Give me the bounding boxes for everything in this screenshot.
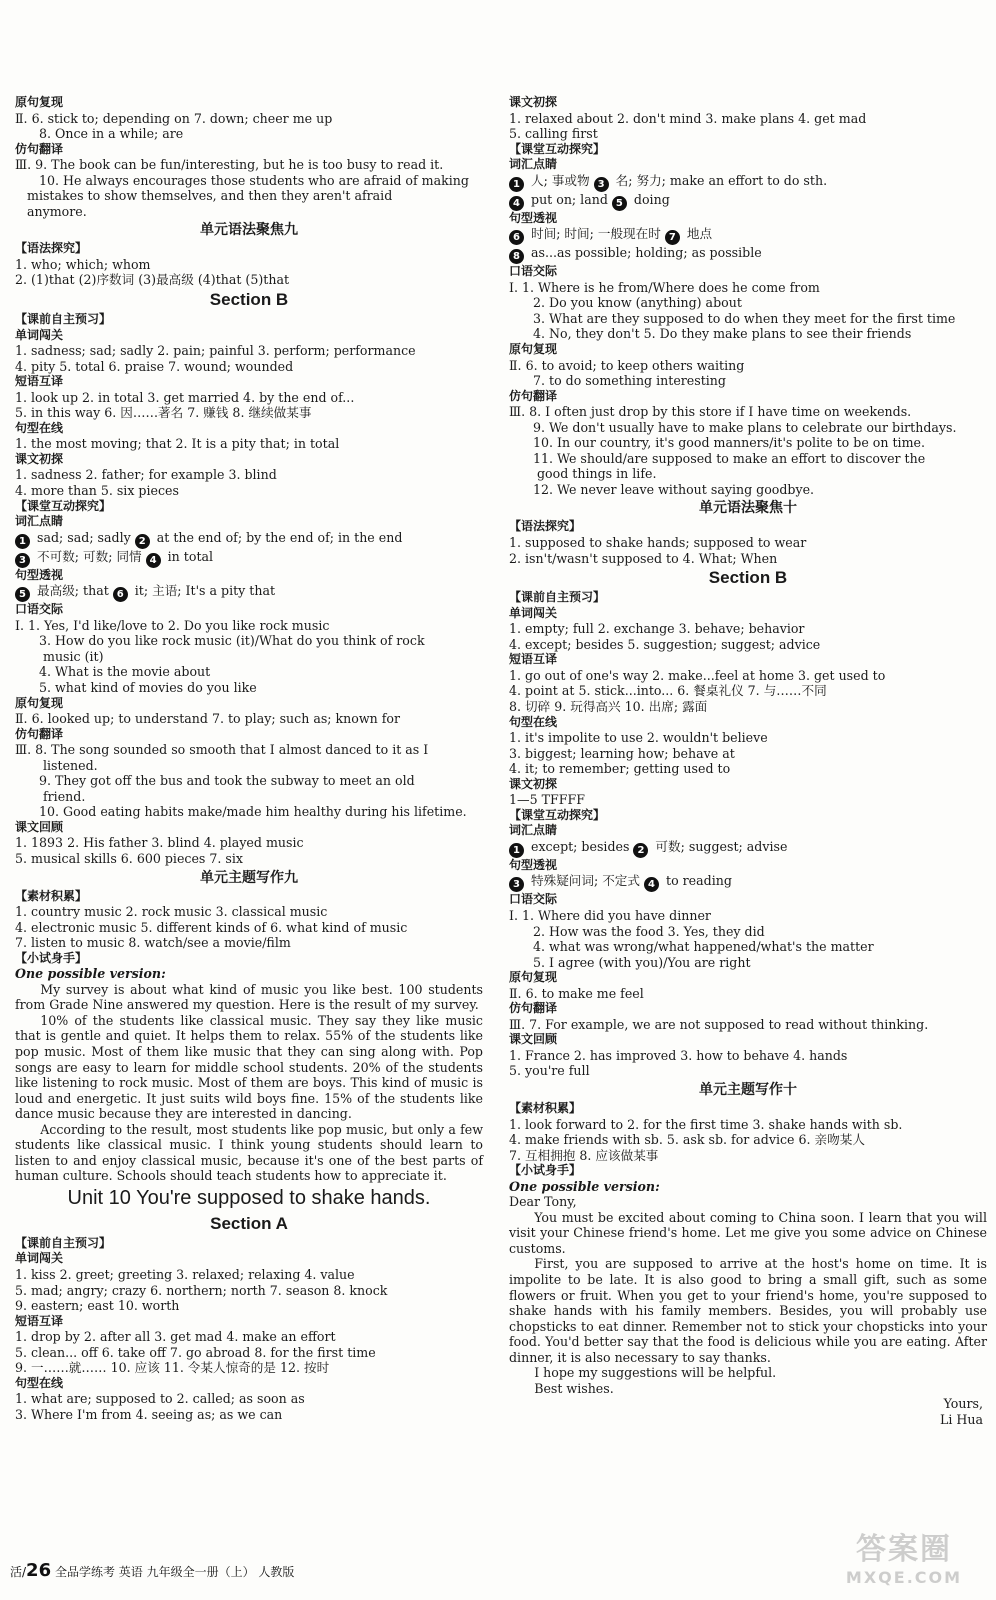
- section-heading: 短语互译: [15, 1313, 64, 1328]
- section-heading: 仿句翻译: [15, 141, 64, 156]
- answer-line: 4. point at 5. stick...into... 6. 餐桌礼仪 7. 与……不同: [509, 683, 827, 699]
- section-heading: 句型在线: [15, 420, 64, 435]
- bullet-answer-line: 8 as...as possible; holding; as possible: [509, 245, 987, 264]
- section-heading: 【素材积累】: [15, 888, 88, 903]
- section-heading: 【课堂互动探究】: [15, 498, 112, 513]
- unit-focus-title: 单元语法聚焦九: [200, 222, 298, 239]
- bullet-answer-line: 5 最高级; that 6 it; 主语; It's a pity that: [15, 583, 483, 602]
- answer-line: 1. country music 2. rock music 3. classical music: [15, 904, 328, 920]
- section-heading: 仿句翻译: [15, 726, 64, 741]
- essay-label: One possible version:: [509, 1178, 660, 1194]
- answer-line: 7. to do something interesting: [533, 373, 726, 389]
- section-title: Section B: [708, 568, 788, 588]
- number-bullet-icon: 1: [15, 534, 30, 549]
- footer-book-title: 全品学练考 英语 九年级全一册（上） 人教版: [54, 1565, 295, 1579]
- watermark-line1: 答案圈: [856, 1532, 952, 1567]
- bullet-answer-line: 3 不可数; 可数; 同情 4 in total: [15, 549, 483, 568]
- section-heading: 口语交际: [509, 892, 558, 907]
- answer-line: 4. it; to remember; getting used to: [509, 761, 731, 777]
- bullet-answer-line: 4 put on; land 5 doing: [509, 192, 987, 211]
- section-heading: 课文初探: [509, 95, 558, 109]
- right-column: [509, 95, 987, 1427]
- section-heading: 【小试身手】: [509, 1163, 582, 1178]
- bullet-answer-line: 1 人; 事或物 3 名; 努力; make an effort to do sth.: [509, 173, 987, 192]
- number-bullet-icon: 1: [509, 177, 524, 192]
- answer-line: 1. empty; full 2. exchange 3. behave; behavior: [509, 621, 805, 637]
- bullet-answer-line: 1 sad; sad; sadly 2 at the end of; by the end of; in the end: [15, 530, 483, 549]
- letter-signature: Li Hua: [940, 1411, 983, 1427]
- section-heading: 【课堂互动探究】: [509, 807, 606, 822]
- watermark-logo: [824, 1524, 984, 1594]
- number-bullet-icon: 8: [509, 249, 524, 264]
- answer-line: 2. Do you know (anything) about: [533, 295, 742, 311]
- section-heading: 词汇点睛: [15, 514, 64, 529]
- section-heading: 句型在线: [509, 714, 558, 729]
- watermark-line2: MXQE.COM: [845, 1568, 963, 1587]
- answer-line: 4. No, they don't 5. Do they make plans to see their friends: [533, 326, 912, 342]
- answer-line: 9. 一……就…… 10. 应该 11. 令某人惊奇的是 12. 按时: [15, 1360, 330, 1376]
- answer-line: Ⅰ. 1. Where is he from/Where does he come from: [509, 279, 820, 295]
- answer-line: 4. make friends with sb. 5. ask sb. for advice 6. 亲吻某人: [509, 1132, 865, 1148]
- section-heading: 原句复现: [509, 970, 558, 985]
- number-bullet-icon: 2: [633, 843, 648, 858]
- number-bullet-icon: 5: [612, 196, 627, 211]
- section-heading: 课文回顾: [509, 1032, 558, 1047]
- answer-line: Ⅲ. 8. The song sounded so smooth that I almost danced to it as I: [15, 742, 429, 758]
- answer-line: Ⅱ. 6. to avoid; to keep others waiting: [509, 357, 745, 373]
- section-heading: 句型透视: [15, 567, 64, 582]
- answer-line: 5. in this way 6. 因……著名 7. 赚钱 8. 继续做某事: [15, 405, 312, 421]
- section-heading: 原句复现: [15, 95, 64, 109]
- answer-line: 5. mad; angry; crazy 6. northern; north 7. season 8. knock: [15, 1282, 388, 1298]
- answer-line: 1—5 TFFFF: [509, 792, 585, 808]
- answer-line: mistakes to show themselves, and then they aren't afraid: [27, 188, 393, 204]
- section-heading: 课文初探: [15, 451, 64, 466]
- answer-line: 11. We should/are supposed to make an effort to discover the: [533, 450, 926, 466]
- section-heading: 【小试身手】: [15, 950, 88, 965]
- number-bullet-icon: 6: [509, 230, 524, 245]
- answer-line: 4. electronic music 5. different kinds of 6. what kind of music: [15, 919, 408, 935]
- section-heading: 【语法探究】: [509, 519, 582, 534]
- answer-line: 10. He always encourages those students who are afraid of making: [39, 172, 469, 188]
- unit-focus-title: 单元语法聚焦十: [699, 500, 797, 517]
- footer-prefix: 活/: [10, 1565, 27, 1579]
- answer-line: 2. (1)that (2)序数词 (3)最高级 (4)that (5)that: [15, 272, 290, 288]
- answer-line: Ⅲ. 9. The book can be fun/interesting, but he is too busy to read it.: [15, 157, 444, 173]
- section-heading: 【语法探究】: [15, 241, 88, 256]
- section-heading: 口语交际: [509, 264, 558, 279]
- answer-line: 8. 切碎 9. 玩得高兴 10. 出席; 露面: [509, 698, 708, 714]
- answer-line: 7. listen to music 8. watch/see a movie/film: [15, 935, 291, 951]
- answer-line: 2. How was the food 3. Yes, they did: [533, 923, 765, 939]
- section-heading: 【课前自主预习】: [509, 590, 606, 605]
- section-heading: 仿句翻译: [509, 1001, 558, 1016]
- answer-line: 10. In our country, it's good manners/it's polite to be on time.: [533, 435, 925, 451]
- answer-line: 3. Where I'm from 4. seeing as; as we can: [15, 1406, 283, 1422]
- answer-line: 1. what are; supposed to 2. called; as soon as: [15, 1391, 305, 1407]
- number-bullet-icon: 4: [146, 553, 161, 568]
- section-heading: 【课前自主预习】: [15, 1235, 112, 1250]
- answer-line: 3. biggest; learning how; behave at: [509, 745, 735, 761]
- section-heading: 词汇点睛: [509, 823, 558, 838]
- bullet-answer-line: 6 时间; 时间; 一般现在时 7 地点: [509, 226, 987, 245]
- section-title: Section A: [210, 1213, 288, 1233]
- section-heading: 仿句翻译: [509, 388, 558, 403]
- answer-line: listened.: [43, 757, 98, 773]
- answer-line: Ⅱ. 6. to make me feel: [509, 985, 644, 1001]
- section-heading: 课文初探: [509, 776, 558, 791]
- section-heading: 课文回顾: [15, 819, 64, 834]
- left-column: [15, 95, 483, 1422]
- number-bullet-icon: 6: [113, 587, 128, 602]
- answer-line: 9. We don't usually have to make plans to celebrate our birthdays.: [533, 419, 957, 435]
- answer-line: 4. pity 5. total 6. praise 7. wound; wounded: [15, 358, 294, 374]
- section-heading: 句型透视: [509, 210, 558, 225]
- answer-line: 9. eastern; east 10. worth: [15, 1298, 180, 1314]
- answer-line: good things in life.: [537, 466, 657, 482]
- answer-line: Ⅱ. 6. stick to; depending on 7. down; cheer me up: [15, 110, 333, 126]
- section-heading: 短语互译: [509, 652, 558, 667]
- number-bullet-icon: 3: [15, 553, 30, 568]
- essay-paragraph: First, you are supposed to arrive at the host's home on time. It is impolite to be late. It is also good to bring a small gift, such as some flowers or fruit. When you get to your friend's home, you're supposed to shake hands with his family members. Besides, you will probably use chopsticks to eat dinner. Remember not to stick your chopsticks into your food. You'd better say that the food is delicious while you are eating. After dinner, it is also necessary to say thanks.: [509, 1256, 987, 1365]
- answer-line: anymore.: [27, 203, 87, 219]
- answer-line: Ⅲ. 7. For example, we are not supposed to read without thinking.: [509, 1016, 929, 1032]
- answer-line: music (it): [43, 648, 104, 664]
- answer-line: 5. you're full: [509, 1063, 590, 1079]
- answer-line: 9. They got off the bus and took the subway to meet an old: [39, 773, 415, 789]
- section-heading: 【课前自主预习】: [15, 312, 112, 327]
- answer-line: 3. What are they supposed to do when they meet for the first time: [533, 310, 956, 326]
- unit-title: Unit 10 You're supposed to shake hands.: [67, 1186, 431, 1209]
- answer-line: 4. What is the movie about: [39, 664, 211, 680]
- bullet-answer-line: 1 except; besides 2 可数; suggest; advise: [509, 839, 987, 858]
- number-bullet-icon: 3: [594, 177, 609, 192]
- answer-line: 1. supposed to shake hands; supposed to wear: [509, 535, 807, 551]
- answer-line: 5. clean... off 6. take off 7. go abroad 8. for the first time: [15, 1344, 376, 1360]
- answer-line: 1. France 2. has improved 3. how to behave 4. hands: [509, 1047, 848, 1063]
- answer-line: 1. look forward to 2. for the first time 3. shake hands with sb.: [509, 1116, 903, 1132]
- number-bullet-icon: 2: [135, 534, 150, 549]
- section-heading: 单词闯关: [509, 605, 558, 620]
- answer-line: 1. the most moving; that 2. It is a pity that; in total: [15, 436, 340, 452]
- answer-line: Ⅰ. 1. Where did you have dinner: [509, 907, 711, 923]
- section-heading: 单词闯关: [15, 1251, 64, 1266]
- number-bullet-icon: 4: [509, 196, 524, 211]
- answer-line: 5. what kind of movies do you like: [39, 679, 257, 695]
- answer-line: 1. look up 2. in total 3. get married 4. by the end of...: [15, 389, 355, 405]
- number-bullet-icon: 3: [509, 877, 524, 892]
- answer-line: 5. I agree (with you)/You are right: [533, 954, 751, 970]
- answer-line: 1. sadness 2. father; for example 3. blind: [15, 467, 277, 483]
- number-bullet-icon: 5: [15, 587, 30, 602]
- answer-line: 10. Good eating habits make/made him healthy during his lifetime.: [39, 804, 467, 820]
- unit-focus-title: 单元主题写作十: [699, 1081, 797, 1098]
- answer-line: friend.: [43, 788, 86, 804]
- number-bullet-icon: 4: [644, 877, 659, 892]
- section-heading: 词汇点睛: [509, 157, 558, 172]
- answer-line: 1. drop by 2. after all 3. get mad 4. make an effort: [15, 1329, 336, 1345]
- answer-line: Ⅱ. 6. looked up; to understand 7. to play; such as; known for: [15, 711, 401, 727]
- letter-signature: Yours,: [943, 1396, 983, 1412]
- answer-line: 5. musical skills 6. 600 pieces 7. six: [15, 850, 243, 866]
- section-heading: 句型在线: [15, 1375, 64, 1390]
- section-title: Section B: [209, 290, 289, 310]
- section-heading: 原句复现: [15, 695, 64, 710]
- number-bullet-icon: 7: [665, 230, 680, 245]
- bullet-answer-line: 3 特殊疑问词; 不定式 4 to reading: [509, 873, 987, 892]
- answer-line: 1. relaxed about 2. don't mind 3. make plans 4. get mad: [509, 110, 867, 126]
- answer-line: Ⅲ. 8. I often just drop by this store if I have time on weekends.: [509, 404, 912, 420]
- section-heading: 口语交际: [15, 602, 64, 617]
- answer-line: 7. 互相拥抱 8. 应该做某事: [509, 1147, 659, 1163]
- section-heading: 单词闯关: [15, 327, 64, 342]
- essay-label: One possible version:: [15, 966, 166, 982]
- answer-line: 2. isn't/wasn't supposed to 4. What; When: [509, 550, 778, 566]
- section-heading: 【课堂互动探究】: [509, 141, 606, 156]
- answer-line: Dear Tony,: [509, 1194, 577, 1210]
- unit-focus-title: 单元主题写作九: [200, 869, 298, 886]
- answer-line: 4. what was wrong/what happened/what's the matter: [533, 939, 874, 955]
- answer-line: 1. 1893 2. His father 3. blind 4. played music: [15, 835, 304, 851]
- section-heading: 【素材积累】: [509, 1100, 582, 1115]
- answer-line: 4. more than 5. six pieces: [15, 483, 179, 499]
- answer-line: 12. We never leave without saying goodbye.: [533, 481, 815, 497]
- answer-line: 1. go out of one's way 2. make...feel at home 3. get used to: [509, 667, 886, 683]
- page-footer: [10, 1560, 294, 1581]
- answer-line: 4. except; besides 5. suggestion; suggest; advice: [509, 636, 821, 652]
- number-bullet-icon: 1: [509, 843, 524, 858]
- answer-line: 8. Once in a while; are: [39, 126, 184, 142]
- answer-line: 5. calling first: [509, 126, 598, 142]
- essay-paragraph: According to the result, most students like pop music, but only a few students like classical music. I think young students should learn to listen to and enjoy classical music, because it's one of the best parts of human culture. Schools should teach students how to appreciate it.: [15, 1121, 483, 1184]
- page-number: 26: [26, 1560, 52, 1581]
- essay-paragraph: You must be excited about coming to China soon. I learn that you will visit your Chinese friend's home. Let me give you some advice on Chinese customs.: [509, 1209, 987, 1256]
- section-heading: 短语互译: [15, 374, 64, 389]
- answer-line: 3. How do you like rock music (it)/What do you think of rock: [39, 633, 425, 649]
- answer-line: 1. kiss 2. greet; greeting 3. relaxed; relaxing 4. value: [15, 1267, 355, 1282]
- essay-paragraph: 10% of the students like classical music. They say they like music that is gentle and quiet. It helps them to relax. 55% of the students like pop music. Most of them like music that they can sing along with. Pop songs are easy to learn for middle school students. 20% of the students like listening to rock music. Most of them are boys. This kind of music is loud and energetic. It just suits wild boys fine. 15% of the students like dance music because they are interested in dancing.: [15, 1012, 483, 1122]
- essay-paragraph: I hope my suggestions will be helpful.: [534, 1365, 777, 1381]
- answer-line: 1. it's impolite to use 2. wouldn't believe: [509, 730, 768, 746]
- essay-paragraph: My survey is about what kind of music you like best. 100 students from Grade Nine answered my question. Here is the result of my survey.: [15, 981, 483, 1013]
- answer-line: Ⅰ. 1. Yes, I'd like/love to 2. Do you like rock music: [15, 617, 330, 633]
- answer-line: 1. who; which; whom: [15, 256, 151, 272]
- section-heading: 原句复现: [509, 342, 558, 357]
- essay-paragraph: Best wishes.: [534, 1380, 614, 1396]
- section-heading: 句型透视: [509, 857, 558, 872]
- answer-line: 1. sadness; sad; sadly 2. pain; painful 3. perform; performance: [15, 343, 416, 359]
